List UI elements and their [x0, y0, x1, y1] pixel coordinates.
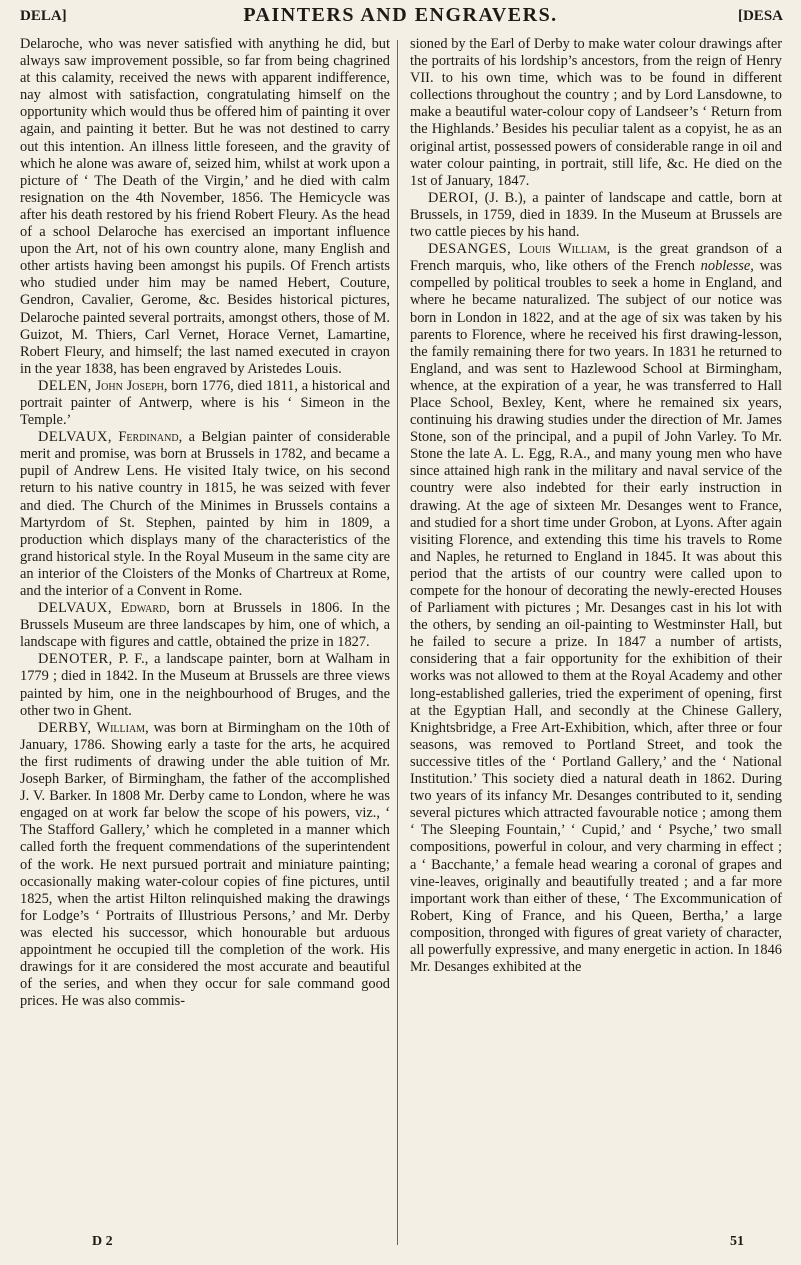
- running-head-left: DELA]: [20, 8, 67, 24]
- entry-delvaux-ferdinand: [20, 429, 390, 600]
- entry-given-names: Edward,: [120, 600, 170, 617]
- entry-name: DELVAUX,: [38, 600, 112, 617]
- entry-desanges: [410, 241, 782, 976]
- entry-delen: [20, 378, 390, 429]
- entry-text: a landscape painter, born at Walham in 1779 ; died in 1842. In the Museum at Brussels are three views painted by him, one in the neighbourhood of Bruges, and the other two in Ghent.: [20, 651, 390, 719]
- entry-given-names: Louis William,: [518, 241, 611, 258]
- running-head-right: [DESA: [737, 8, 783, 24]
- entry-text: is the great grandson of a French marquis, who, like others of the French: [410, 241, 782, 275]
- entry-given-names: William,: [96, 719, 149, 736]
- entry-name: DENOTER,: [38, 651, 113, 668]
- entry-given-names: John Joseph,: [95, 377, 168, 394]
- entry-text: a painter of landscape and cattle, born at Brussels, in 1759, died in 1839. In the Museum at Brussels are two cattle pieces by his hand.: [410, 189, 782, 241]
- left-column: [20, 36, 390, 1010]
- entry-given-names: Ferdinand,: [118, 429, 183, 446]
- entry-text: a Belgian painter of considerable merit and promise, was born at Brussels in 1782, and became a pupil of Andrew Lens. He visited Italy twice, on his second return to his native country in 1815, he was seized with fever and died. The Church of the Minimes in Brussels contains a Martyrdom of St. Stephen, painted by him in 1809, a production which displays many of the characteristics of the grand historical style. In the Royal Museum in the same city are an interior of the Cloisters of the Monks of Chartreux at Rome, and the interior of a Convent in Rome.: [20, 429, 390, 599]
- entry-name: DELEN,: [38, 377, 92, 394]
- page-number: 51: [730, 1234, 744, 1249]
- entry-text: born 1776, died 1811, a historical and portrait painter of Antwerp, where is his ‘ Simeon in the Temple.’: [20, 377, 390, 429]
- entry-text: was compelled by political troubles to seek a home in England, and where he became naturalized. The subject of our notice was born in London in 1822, and at the age of six was taken by his parents to Florence, where he received his first drawing-lesson, the family remaining there for two years. In 1831 he returned to England, and was sent to Hazlewood School at Birmingham, whence, at the expiration of a year, he was transferred to Hall Place School, Bexley, Kent, where he remained six years, continuing his drawing studies under the direction of Mr. James Stone, son of the principal, and a pupil of John Varley. To Mr. Stone the late A. L. Egg, R.A., and many young men who have since attained high rank in the military and naval service of the country were also indebted for their early instruction in drawing. At the age of sixteen Mr. Desanges went to France, and studied for a short time under Grobon, at Lyons. After again visiting Florence, and extending this time his travels to Rome and Naples, he returned to England in 1845. It was about this period that the artists of our country were called upon to compete for the honour of decorating the newly-erected Houses of Parliament with pictures ; Mr. Desanges cast in his lot with the others, by sending an oil-painting to Westminster Hall, but he failed to secure a prize. In 1847 a number of artists, considering that a fair opportunity for the exhibition of their works was not allowed to them at the Royal Academy and other long-established galleries, tried the experiment of opening, first at the Egyptian Hall, and secondly at the Chinese Gallery, Knightsbridge, a Free Art-Exhibition, which, after three or four seasons, was removed to Portland Street, and took the successive titles of the ‘ Portland Gallery,’ and the ‘ National Institution.’ This society died a natural death in 1862. During two years of its infancy Mr. Desanges contributed to it, sending several pictures which attracted favourable notice ; among them ‘ The Sleeping Fountain,’ ‘ Cupid,’ and ‘ Psyche,’ two small compositions, powerful in colour, and very charming in effect ; a ‘ Bacchante,’ a female head wearing a coronal of grapes and vine-leaves, originally and beautifully treated ; and a far more important work than either of these, ‘ The Excommunication of Robert, King of France, and his Queen, Bertha,’ a large composition, thronged with figures of great variety of character, all powerfully expressive, and many energetic in action. In 1846 Mr. Desanges exhibited at the: [410, 258, 782, 976]
- entry-text: born at Brussels in 1806. In the Brussels Museum are three landscapes by him, one of which, a landscape with figures and cattle, obtained the prize in 1827.: [20, 600, 391, 651]
- entry-delvaux-edward: [20, 600, 390, 651]
- entry-given-names: (J. B.),: [484, 189, 527, 206]
- entry-deroi: [410, 190, 782, 241]
- signature-mark: D 2: [92, 1234, 113, 1249]
- running-title: PAINTERS AND ENGRAVERS.: [243, 4, 558, 26]
- paragraph-derby-continued: sioned by the Earl of Derby to make water colour drawings after the portraits of his lordship’s ancestors, from the reign of Henry VII. to his own time, which was to be found in different collections throughout the country ; and by Lord Lansdowne, to make a beautiful water-colour copy of Landseer’s ‘ Return from the Highlands.’ Besides his peculiar talent as a copyist, he as an original artist, possessed powers of considerable range in oil and water colour painting, in portrait, still life, &c. He died on the 1st of January, 1847.: [410, 36, 782, 189]
- entry-text: was born at Birmingham on the 10th of January, 1786. Showing early a taste for the arts, he acquired the first rudiments of drawing under the able tuition of Mr. Joseph Barker, of Birmingham, the father of the accomplished J. V. Barker. In 1808 Mr. Derby came to London, where he was engaged on at work far below the scope of his powers, viz., ‘ The Stafford Gallery,’ which he completed in a manner which called forth the frequent commendations of the superintendent of the work. He next pursued portrait and miniature painting; occasionally making water-colour copies of fine pictures, until 1825, when the artist Hilton relinquished making the drawings for Lodge’s ‘ Portraits of Illustrious Persons,’ and Mr. Derby was elected his successor, which honourable but arduous appointment he occupied till the completion of the work. His drawings for it are considered the most accurate and beautiful of the series, and when they occur for sale command good prices. He was also commis-: [20, 719, 390, 1010]
- entry-denoter: [20, 651, 390, 719]
- entry-name: DESANGES,: [428, 241, 512, 258]
- entry-name: DELVAUX,: [38, 429, 112, 446]
- entry-name: DEROI,: [428, 189, 479, 206]
- column-rule: [397, 40, 398, 1245]
- right-column: [410, 36, 782, 976]
- paragraph-delaroche-continued: Delaroche, who was never satisfied with anything he did, but always saw improvement possible, so far from being chagrined at this calamity, received the news with apparent indifference, nay almost with satisfaction, congratulating himself on the opportunity which would thus be offered him of painting it over again, and painting it better. But he was not destined to carry out this intention. An illness little foreseen, and the gravity of which he alone was aware of, seized him, whilst at work upon a picture of ‘ The Death of the Virgin,’ and he died with calm resignation on the 4th November, 1856. The Hemicycle was after his death restored by his friend Robert Fleury. As the head of a school Delaroche has exercised an important influence upon the Art, not of his own country alone, many English and other artists having been amongst his pupils. Of French artists who studied under him may be named Hebert, Couture, Gendron, Cavalier, Gerome, &c. Besides historical pictures, Delaroche painted several portraits, amongst others, those of M. Guizot, M. Thiers, Carl Vernet, Horace Vernet, Lamartine, Robert Fleury, and himself; the last named executed in crayon in the year 1838, has been engraved by Aristedes Louis.: [20, 36, 390, 377]
- entry-italic-term: noblesse,: [700, 258, 754, 275]
- entry-given-names: P. F.,: [118, 651, 149, 668]
- entry-name: DERBY,: [38, 719, 92, 736]
- entry-derby: [20, 720, 390, 1011]
